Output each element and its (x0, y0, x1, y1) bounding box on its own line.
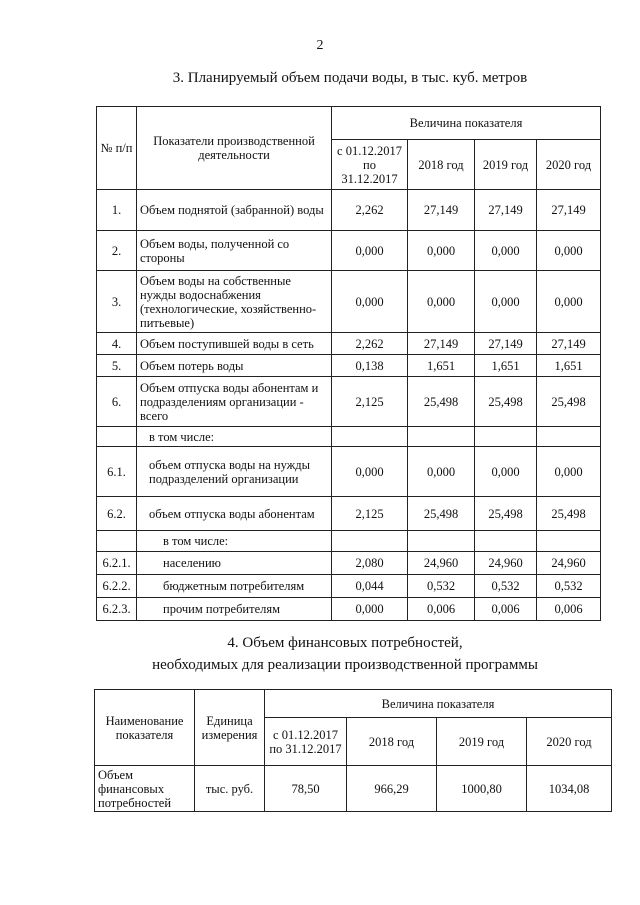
row-value: 27,149 (475, 190, 537, 231)
row-name: Объем финансовых потребностей (95, 766, 195, 812)
row-value (408, 427, 475, 447)
row-value: 2,080 (332, 552, 408, 575)
header-period: 2018 год (347, 718, 437, 766)
table-row (97, 598, 601, 621)
table-row (97, 447, 601, 497)
row-num: 5. (97, 355, 137, 377)
header-period: 2019 год (475, 140, 537, 190)
header-value-group: Величина показателя (332, 107, 601, 140)
row-value: 0,000 (408, 271, 475, 333)
row-num: 6. (97, 377, 137, 427)
section4-title (80, 632, 610, 676)
row-value (332, 531, 408, 552)
table-row (97, 377, 601, 427)
row-value: 0,532 (408, 575, 475, 598)
row-value (475, 531, 537, 552)
row-value: 1,651 (475, 355, 537, 377)
row-value: 0,138 (332, 355, 408, 377)
header-num: № п/п (97, 107, 137, 190)
row-num: 6.2.2. (97, 575, 137, 598)
row-value: 0,000 (537, 271, 601, 333)
row-value: 25,498 (475, 497, 537, 531)
row-name: Объем воды, полученной со стороны (137, 231, 332, 271)
row-value: 966,29 (347, 766, 437, 812)
row-value: 25,498 (537, 497, 601, 531)
row-value: 27,149 (408, 190, 475, 231)
row-value: 0,000 (475, 271, 537, 333)
table-row (97, 333, 601, 355)
row-num (97, 531, 137, 552)
row-value: 0,000 (408, 447, 475, 497)
header-indicators: Показатели производственной деятельности (137, 107, 332, 190)
row-name: объем отпуска воды на нужды подразделений организации (137, 447, 332, 497)
row-name: населению (137, 552, 332, 575)
row-num: 6.2.3. (97, 598, 137, 621)
row-value: 2,262 (332, 333, 408, 355)
row-value (332, 427, 408, 447)
financial-needs-table (94, 689, 612, 812)
row-unit: тыс. руб. (195, 766, 265, 812)
row-value: 1000,80 (437, 766, 527, 812)
row-name: в том числе: (137, 531, 332, 552)
row-value: 27,149 (537, 333, 601, 355)
header-name: Наименование показателя (95, 690, 195, 766)
row-num: 6.1. (97, 447, 137, 497)
table-row (97, 231, 601, 271)
row-value: 0,000 (475, 231, 537, 271)
row-value: 0,000 (332, 231, 408, 271)
water-supply-table (96, 106, 601, 621)
row-value (475, 427, 537, 447)
table-row (97, 552, 601, 575)
row-name: Объем потерь воды (137, 355, 332, 377)
row-value: 0,000 (408, 231, 475, 271)
header-period: с 01.12.2017 по 31.12.2017 (332, 140, 408, 190)
table-row (97, 531, 601, 552)
header-period: 2019 год (437, 718, 527, 766)
row-num: 4. (97, 333, 137, 355)
row-value: 0,000 (475, 447, 537, 497)
row-name: объем отпуска воды абонентам (137, 497, 332, 531)
row-value (537, 531, 601, 552)
header-period: 2020 год (527, 718, 612, 766)
row-value: 0,000 (537, 447, 601, 497)
table-row (97, 427, 601, 447)
table-row (97, 355, 601, 377)
row-value: 0,000 (332, 598, 408, 621)
row-value: 2,262 (332, 190, 408, 231)
row-num: 3. (97, 271, 137, 333)
table-row (97, 497, 601, 531)
row-value: 78,50 (265, 766, 347, 812)
row-value: 0,532 (537, 575, 601, 598)
row-name: прочим потребителям (137, 598, 332, 621)
row-num: 6.2.1. (97, 552, 137, 575)
row-name: Объем поступившей воды в сеть (137, 333, 332, 355)
header-period: 2018 год (408, 140, 475, 190)
row-name: бюджетным потребителям (137, 575, 332, 598)
header-period: 2020 год (537, 140, 601, 190)
row-value: 0,000 (332, 447, 408, 497)
row-value: 0,044 (332, 575, 408, 598)
row-name: Объем воды на собственные нужды водоснабжения (технологические, хозяйственно-питьевые) (137, 271, 332, 333)
row-value: 0,006 (475, 598, 537, 621)
row-value (537, 427, 601, 447)
row-value: 27,149 (408, 333, 475, 355)
row-value: 25,498 (408, 377, 475, 427)
header-value-group: Величина показателя (265, 690, 612, 718)
row-value: 27,149 (537, 190, 601, 231)
row-name: в том числе: (137, 427, 332, 447)
table-row (97, 190, 601, 231)
row-num: 1. (97, 190, 137, 231)
row-num (97, 427, 137, 447)
row-value: 0,000 (332, 271, 408, 333)
row-value: 0,006 (537, 598, 601, 621)
row-value: 2,125 (332, 497, 408, 531)
row-value: 0,006 (408, 598, 475, 621)
header-period: с 01.12.2017 по 31.12.2017 (265, 718, 347, 766)
section3-title: 3. Планируемый объем подачи воды, в тыс. куб. метров (172, 70, 528, 86)
section4-title-line1: 4. Объем финансовых потребностей, (227, 635, 463, 651)
row-value: 24,960 (537, 552, 601, 575)
row-value: 1,651 (537, 355, 601, 377)
table-row (97, 271, 601, 333)
row-value: 1,651 (408, 355, 475, 377)
row-value: 0,532 (475, 575, 537, 598)
row-value: 24,960 (408, 552, 475, 575)
row-value: 25,498 (475, 377, 537, 427)
row-value: 1034,08 (527, 766, 612, 812)
row-value: 25,498 (408, 497, 475, 531)
row-value: 25,498 (537, 377, 601, 427)
row-value (408, 531, 475, 552)
table-row (97, 575, 601, 598)
row-value: 0,000 (537, 231, 601, 271)
header-unit: Единица измерения (195, 690, 265, 766)
row-num: 2. (97, 231, 137, 271)
row-value: 27,149 (475, 333, 537, 355)
section4-title-line2: необходимых для реализации производственной программы (152, 657, 538, 673)
row-value: 2,125 (332, 377, 408, 427)
row-name: Объем отпуска воды абонентам и подразделениям организации - всего (137, 377, 332, 427)
row-num: 6.2. (97, 497, 137, 531)
row-name: Объем поднятой (забранной) воды (137, 190, 332, 231)
page-number: 2 (316, 38, 324, 53)
table-row (95, 766, 612, 812)
row-value: 24,960 (475, 552, 537, 575)
